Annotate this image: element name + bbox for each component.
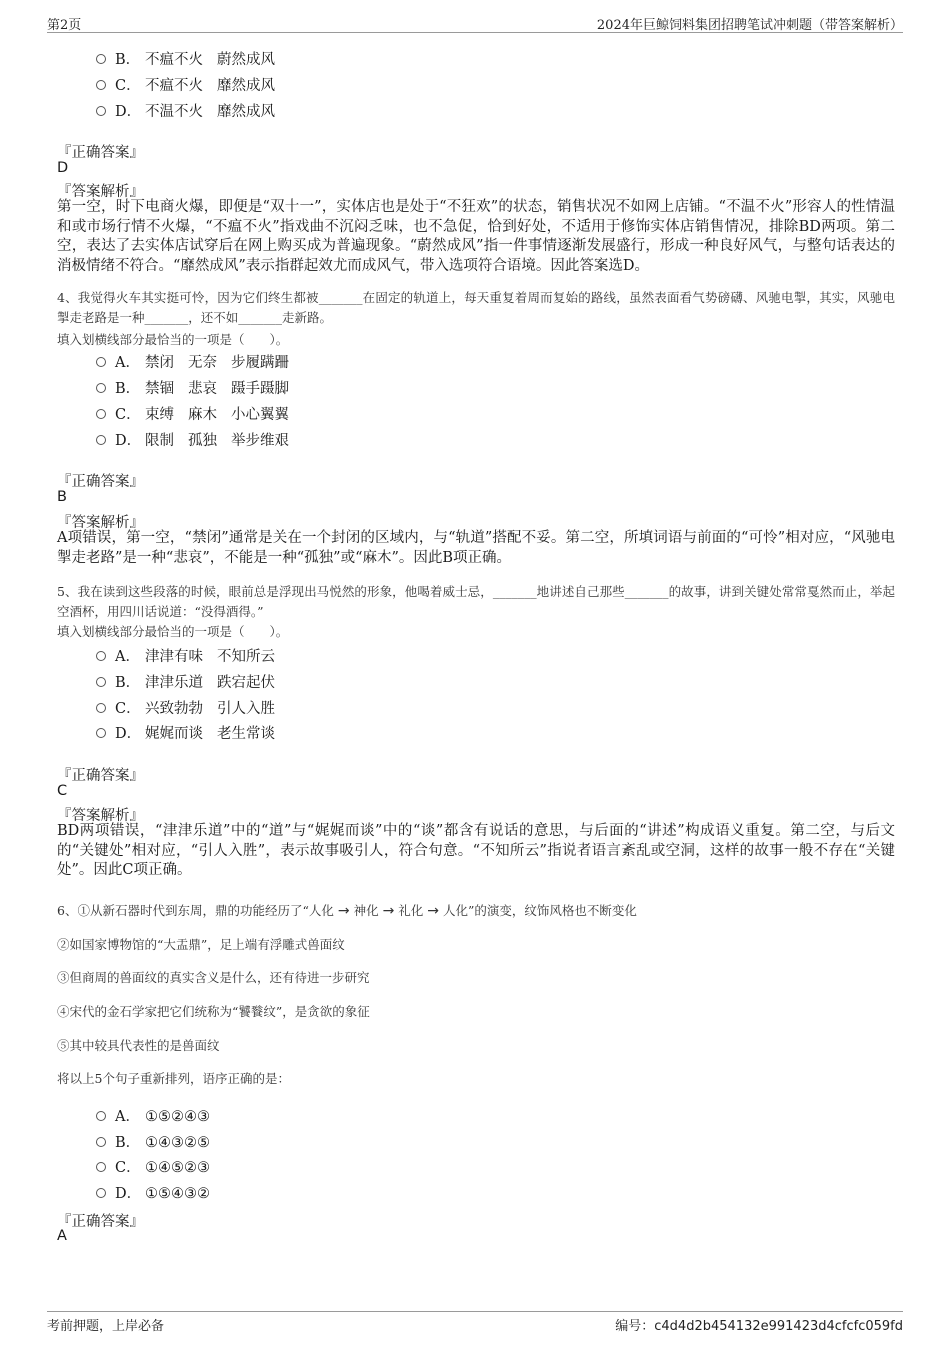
q6-option-d[interactable]: D． ①⑤④③②	[96, 1182, 224, 1202]
q6-option-c[interactable]: C． ①④⑤②③	[96, 1156, 224, 1176]
radio-icon[interactable]	[96, 409, 106, 419]
q5-answer: C	[57, 783, 68, 799]
radio-icon[interactable]	[96, 1137, 106, 1147]
q5-analysis: BD两项错误，“津津乐道”中的“道”与“娓娓而谈”中的“谈”都含有说话的意思，与后面的“讲述”构成语义重复。第二空，与后文的“关键处”相对应，“引人入胜”，表示故事吸引人，符合句意。“不知所云”指说者语言紊乱或空洞，这样的故事一般不存在“关键处”。因此C项正确。	[57, 823, 895, 878]
radio-icon[interactable]	[96, 1162, 106, 1172]
radio-icon[interactable]	[96, 728, 106, 738]
radio-icon[interactable]	[96, 54, 106, 64]
radio-icon[interactable]	[96, 383, 106, 393]
q4-option-d[interactable]: D． 限制 孤独 举步维艰	[96, 429, 303, 449]
radio-icon[interactable]	[96, 435, 106, 445]
q6-option-b[interactable]: B． ①④③②⑤	[96, 1131, 224, 1151]
radio-icon[interactable]	[96, 703, 106, 713]
page-footer	[47, 1311, 903, 1334]
q6-prompt: 将以上5个句子重新排列，语序正确的是：	[57, 1071, 290, 1086]
q4-analysis-label: 『答案解析』	[57, 515, 144, 531]
q5-option-d[interactable]: D． 娓娓而谈 老生常谈	[96, 722, 289, 742]
q6-sentence-1: 6、①从新石器时代到东周，鼎的功能经历了“人化 → 神化 → 礼化 → 人化”的演变，纹饰风格也不断变化	[57, 903, 637, 919]
radio-icon[interactable]	[96, 651, 106, 661]
arrow-icon: →	[382, 903, 395, 919]
q3-analysis-label: 『答案解析』	[57, 184, 144, 200]
q4-option-b[interactable]: B． 禁锢 悲哀 蹑手蹑脚	[96, 377, 303, 397]
q6-answer: A	[57, 1228, 67, 1244]
q3-answer: D	[57, 160, 69, 176]
radio-icon[interactable]	[96, 677, 106, 687]
radio-icon[interactable]	[96, 80, 106, 90]
radio-icon[interactable]	[96, 357, 106, 367]
q5-answer-label: 『正确答案』	[57, 768, 144, 784]
arrow-icon: →	[427, 903, 440, 919]
q3-option-d[interactable]: D． 不温不火 靡然成风	[96, 100, 289, 120]
radio-icon[interactable]	[96, 1188, 106, 1198]
q5-stem: 5、我在读到这些段落的时候，眼前总是浮现出马悦然的形象，他喝着威士忌，_______地讲述自己那些_______的故事，讲到关键处常常戛然而止，举起空酒杯，用四川话说道：“没得酒得。”	[57, 584, 895, 619]
document-title: 2024年巨鲸饲料集团招聘笔试冲刺题（带答案解析）	[596, 18, 903, 33]
q3-option-c[interactable]: C． 不瘟不火 靡然成风	[96, 74, 289, 94]
q5-option-a[interactable]: A． 津津有味 不知所云	[96, 645, 289, 665]
q5-option-b[interactable]: B． 津津乐道 跌宕起伏	[96, 671, 289, 691]
q4-answer-label: 『正确答案』	[57, 474, 144, 490]
q4-prompt: 填入划横线部分最恰当的一项是（ ）。	[57, 332, 289, 347]
radio-icon[interactable]	[96, 1111, 106, 1121]
page-number: 第2页	[47, 18, 82, 33]
q6-option-a[interactable]: A． ①⑤②④③	[96, 1105, 224, 1125]
radio-icon[interactable]	[96, 106, 106, 116]
q4-answer: B	[57, 489, 67, 505]
q4-option-a[interactable]: A． 禁闭 无奈 步履蹒跚	[96, 351, 303, 371]
q4-stem: 4、我觉得火车其实挺可怜，因为它们终生都被_______在固定的轨道上，每天重复着周而复始的路线，虽然表面看气势磅礴、风驰电掣，其实，风驰电掣走老路是一种_______，还不如_______走新路。	[57, 290, 895, 325]
q3-option-b[interactable]: B． 不瘟不火 蔚然成风	[96, 48, 289, 68]
q4-option-c[interactable]: C． 束缚 麻木 小心翼翼	[96, 403, 303, 423]
q3-analysis: 第一空，时下电商火爆，即便是“双十一”，实体店也是处于“不狂欢”的状态，销售状况不如网上店铺。“不温不火”形容人的性情温和或市场行情不火爆，“不瘟不火”指戏曲不沉闷乏味，也不急促，恰到好处，不适用于修饰实体店销售情况，排除BD两项。第二空，表达了去实体店试穿后在网上购买成为普遍现象。“蔚然成风”指一件事情逐渐发展盛行，形成一种良好风气，与整句话表达的消极情绪不符合。“靡然成风”表示指群起效尤而成风气，带入选项符合语境。因此答案选D。	[57, 199, 895, 274]
footer-slogan: 考前押题，上岸必备	[47, 1319, 165, 1334]
q4-analysis: A项错误，第一空，“禁闭”通常是关在一个封闭的区域内，与“轨道”搭配不妥。第二空，所填词语与前面的“可怜”相对应，“风驰电掣走老路”是一种“悲哀”，不能是一种“孤独”或“麻木”。因此B项正确。	[57, 530, 895, 566]
q3-answer-label: 『正确答案』	[57, 145, 144, 161]
q6-sentence-2: ②如国家博物馆的“大盂鼎”，足上端有浮雕式兽面纹	[57, 937, 345, 952]
page-header	[47, 14, 903, 33]
q5-prompt: 填入划横线部分最恰当的一项是（ ）。	[57, 624, 289, 639]
q5-option-c[interactable]: C． 兴致勃勃 引人入胜	[96, 697, 289, 717]
q6-sentence-5: ⑤其中较具代表性的是兽面纹	[57, 1038, 220, 1053]
q6-sentence-3: ③但商周的兽面纹的真实含义是什么，还有待进一步研究	[57, 970, 370, 985]
q6-sentence-4: ④宋代的金石学家把它们统称为“饕餮纹”，是贪欲的象征	[57, 1004, 370, 1019]
q6-answer-label: 『正确答案』	[57, 1214, 144, 1230]
arrow-icon: →	[337, 903, 350, 919]
q5-analysis-label: 『答案解析』	[57, 808, 144, 824]
document-code: 编号：c4d4d2b454132e991423d4cfcfc059fd	[615, 1319, 903, 1334]
